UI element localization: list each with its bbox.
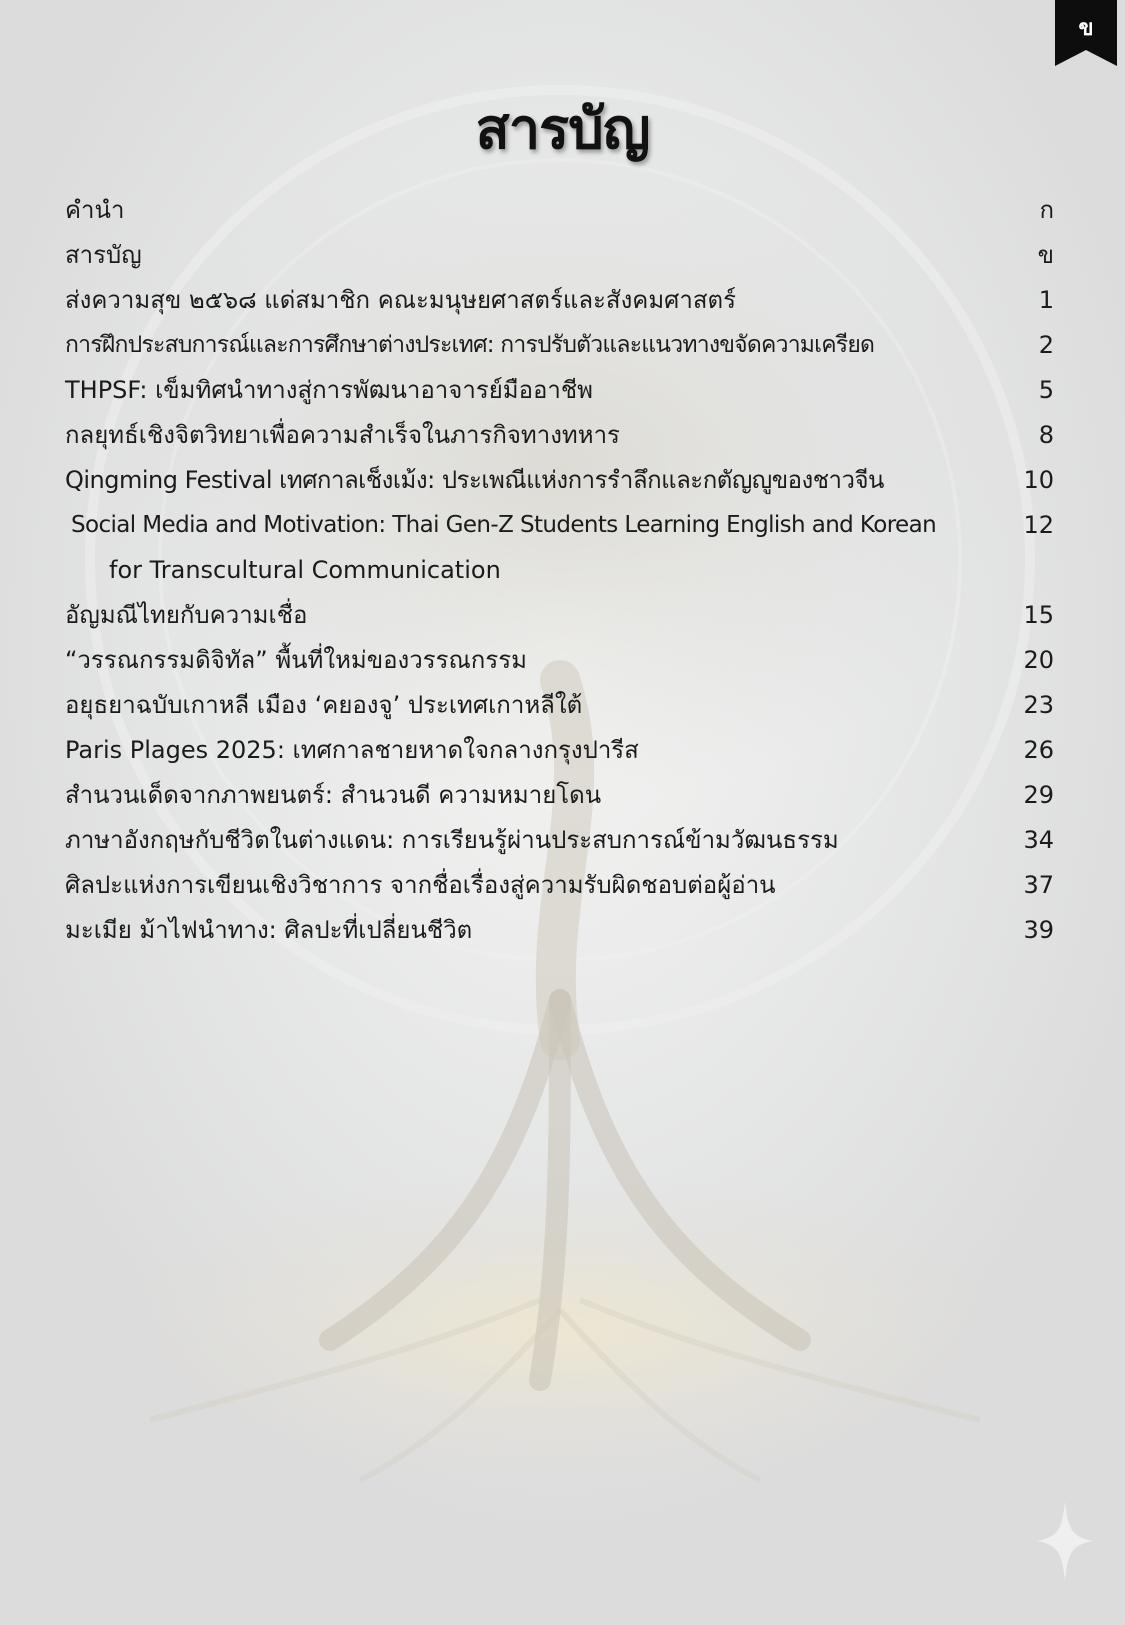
page-number-tab: [1055, 0, 1117, 66]
toc-entry-page: ข: [1037, 241, 1054, 269]
page-title: สารบัญ: [475, 97, 650, 162]
toc-entry-page: 8: [1038, 421, 1054, 449]
toc-entry-title: ส่งความสุข ๒๕๖๘ แด่สมาชิก คณะมนุษยศาสตร์และสังคมศาสตร์: [65, 286, 736, 314]
toc-entry-page: 39: [1023, 916, 1054, 944]
toc-entry-page: 10: [1023, 466, 1054, 494]
toc-entry-title: Paris Plages 2025: เทศกาลชายหาดใจกลางกรุงปารีส: [65, 736, 639, 764]
toc-entry[interactable]: [65, 863, 1057, 908]
toc-entry-title: อยุธยาฉบับเกาหลี เมือง ‘คยองจู’ ประเทศเกาหลีใต้: [65, 691, 583, 719]
toc-entry[interactable]: [65, 683, 1057, 728]
toc-entry-page: 12: [1023, 511, 1054, 539]
toc-entry[interactable]: [65, 278, 1057, 323]
toc-entry-title: Social Media and Motivation: Thai Gen-Z Students Learning English and Korean: [71, 512, 937, 538]
toc-entry-title: ศิลปะแห่งการเขียนเชิงวิชาการ จากชื่อเรื่องสู่ความรับผิดชอบต่อผู้อ่าน: [65, 871, 776, 899]
toc-entry[interactable]: [65, 368, 1057, 413]
toc-entry-page: 29: [1023, 781, 1054, 809]
toc-entry-page: 5: [1038, 376, 1054, 404]
toc-entry-page: 20: [1023, 646, 1054, 674]
toc-entry[interactable]: [65, 413, 1057, 458]
toc-entry-page: 2: [1038, 331, 1054, 359]
toc-entry-title: สำนวนเด็ดจากภาพยนตร์: สำนวนดี ความหมายโดน: [65, 781, 602, 809]
toc-entry-title: Qingming Festival เทศกาลเช็งเม้ง: ประเพณีแห่งการรำลึกและกตัญญูของชาวจีน: [65, 466, 884, 494]
toc-entry-title: มะเมีย ม้าไฟนำทาง: ศิลปะที่เปลี่ยนชีวิต: [65, 916, 473, 944]
toc-entry[interactable]: [65, 638, 1057, 683]
toc-entry-title: “วรรณกรรมดิจิทัล” พื้นที่ใหม่ของวรรณกรรม: [65, 646, 527, 674]
toc-entry[interactable]: [65, 233, 1057, 278]
toc-entry-page: 37: [1023, 871, 1054, 899]
toc-entry[interactable]: [65, 908, 1057, 953]
toc-entry[interactable]: [65, 773, 1057, 818]
toc-entry[interactable]: [65, 728, 1057, 773]
toc-entry-title: อัญมณีไทยกับความเชื่อ: [65, 601, 308, 629]
toc-entry[interactable]: [65, 503, 1057, 548]
toc-entry-title-continuation: for Transcultural Communication: [109, 556, 501, 584]
toc-entry-page: 23: [1023, 691, 1054, 719]
toc-entry[interactable]: [65, 458, 1057, 503]
toc-entry-title: THPSF: เข็มทิศนำทางสู่การพัฒนาอาจารย์มืออาชีพ: [65, 376, 593, 404]
toc-entry[interactable]: [65, 818, 1057, 863]
toc-entry[interactable]: [65, 188, 1057, 233]
table-of-contents: [65, 188, 1057, 953]
page-number-marker: ข: [1078, 16, 1094, 41]
toc-entry-page: 26: [1023, 736, 1054, 764]
toc-entry-title: ภาษาอังกฤษกับชีวิตในต่างแดน: การเรียนรู้ผ่านประสบการณ์ข้ามวัฒนธรรม: [65, 826, 839, 854]
toc-entry-page: 34: [1023, 826, 1054, 854]
toc-entry-page: ก: [1039, 196, 1054, 224]
toc-entry-page: 15: [1023, 601, 1054, 629]
toc-entry-title: คำนำ: [65, 196, 125, 224]
toc-entry-page: 1: [1038, 286, 1054, 314]
sparkle-icon: [1037, 1501, 1093, 1581]
toc-entry[interactable]: [65, 323, 1057, 368]
toc-entry-title: การฝึกประสบการณ์และการศึกษาต่างประเทศ: การปรับตัวและแนวทางขจัดความเครียด: [65, 332, 875, 358]
toc-entry-title: สารบัญ: [65, 241, 142, 269]
toc-entry[interactable]: [65, 593, 1057, 638]
toc-entry-title: กลยุทธ์เชิงจิตวิทยาเพื่อความสำเร็จในภารกิจทางทหาร: [65, 421, 620, 449]
